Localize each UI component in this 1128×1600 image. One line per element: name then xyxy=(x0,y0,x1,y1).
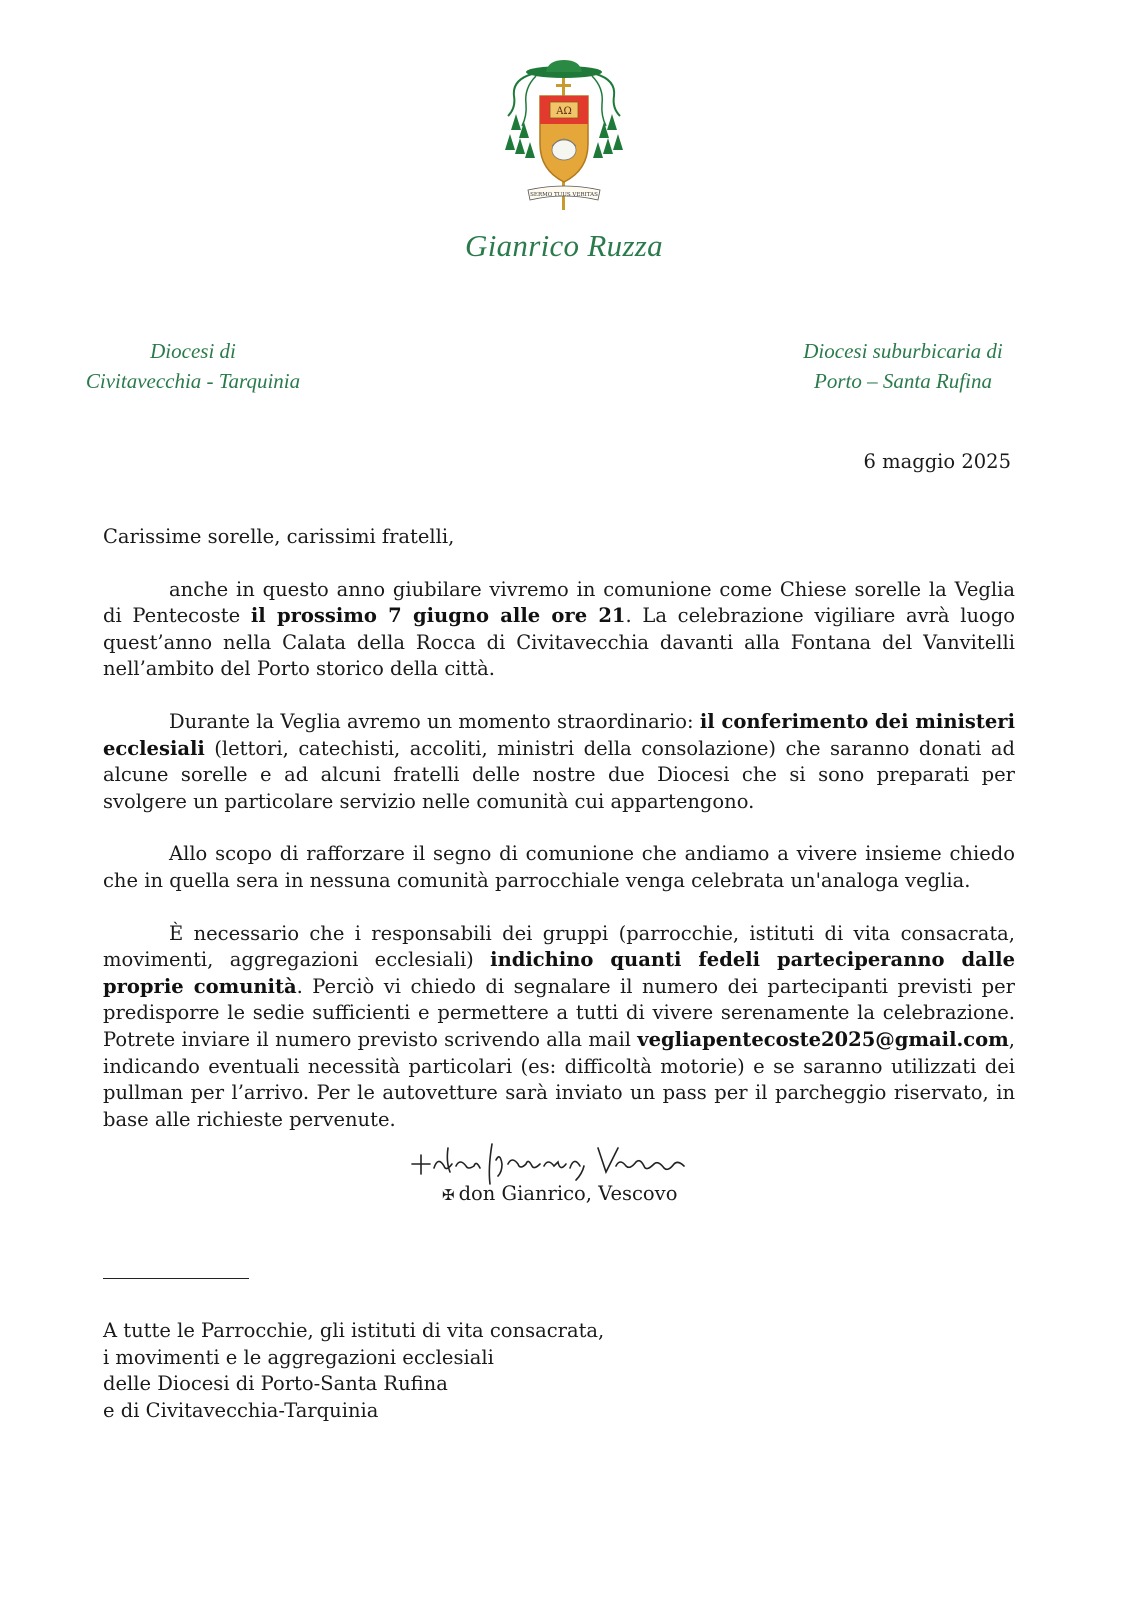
diocese-right xyxy=(798,336,1008,396)
paragraph-2-bold: il conferimento dei ministeri ecclesiali xyxy=(103,709,1015,760)
paragraph-1-text-c: . La celebrazione vigiliare avrà luogo quest’anno nella Calata della Rocca di Civitavecchia davanti alla Fontana del Vanvitelli nell’ambito del Porto storico della città. xyxy=(103,604,1015,681)
paragraph-4 xyxy=(103,921,1015,1134)
recipients-line-4: e di Civitavecchia-Tarquinia xyxy=(103,1398,379,1422)
diocese-left xyxy=(78,336,308,396)
letter-body xyxy=(103,524,1015,1159)
signed-name xyxy=(442,1182,677,1205)
salutation: Carissime sorelle, carissimi fratelli, xyxy=(103,525,455,548)
letter-date: 6 maggio 2025 xyxy=(863,450,1011,473)
cross-icon: ✠ xyxy=(442,1186,455,1204)
paragraph-4-text-a: È necessario che i responsabili dei gruppi (parrocchie, istituti di vita consacrata, movimenti, aggregazioni ecclesiali) xyxy=(103,921,1015,972)
crest-motto: SERMO TUUS VERITAS xyxy=(530,192,598,198)
episcopal-coat-of-arms xyxy=(502,58,626,218)
paragraph-1 xyxy=(103,577,1015,683)
paragraph-2-text-a: Durante la Veglia avremo un momento straordinario: xyxy=(169,709,700,733)
bishop-name: Gianrico Ruzza xyxy=(465,228,663,263)
diocese-right-line1: Diocesi suburbicaria di xyxy=(803,339,1003,363)
email-address: vegliapentecoste2025@gmail.com xyxy=(637,1027,1009,1051)
paragraph-2-text-c: (lettori, catechisti, accoliti, ministri della consolazione) che saranno donati ad alcune sorelle e ad alcuni fratelli delle nostre due Diocesi che si sono preparati per svolgere un particolare servizio nelle comunità cui appartengono. xyxy=(103,736,1015,813)
signed-name-text: don Gianrico, Vescovo xyxy=(458,1182,678,1205)
handwritten-signature xyxy=(408,1138,708,1186)
paragraph-1-text-a: anche in questo anno giubilare vivremo in comunione come Chiese sorelle la Veglia di Pentecoste xyxy=(103,577,1015,628)
paragraph-2 xyxy=(103,709,1015,815)
recipients-line-2: i movimenti e le aggregazioni ecclesiali xyxy=(103,1345,494,1369)
recipients-line-1: A tutte le Parrocchie, gli istituti di vita consacrata, xyxy=(103,1319,605,1342)
paragraph-4-text-c: . Perciò vi chiedo di segnalare il numero dei partecipanti previsti per predisporre le sedie sufficienti e permettere a tutti di vivere serenamente la celebrazione. Potrete inviare il numero previsto scrivendo alla mail xyxy=(103,974,1015,1051)
paragraph-1-bold: il prossimo 7 giugno alle ore 21 xyxy=(250,604,626,628)
diocese-left-line1: Diocesi di xyxy=(150,339,236,363)
paragraph-4-text-d: , indicando eventuali necessità particolari (es: difficoltà motorie) e se saranno utilizzati dei pullman per l’arrivo. Per le autovetture sarà inviato un pass per il parcheggio riservato, in base alle richieste pervenute. xyxy=(103,1027,1015,1131)
recipients-block xyxy=(103,1318,604,1424)
paragraph-4-bold: indichino quanti fedeli parteciperanno dalle proprie comunità xyxy=(103,948,1015,998)
diocese-left-line2: Civitavecchia - Tarquinia xyxy=(85,369,301,393)
diocese-right-line2: Porto – Santa Rufina xyxy=(814,369,992,393)
footnote-divider xyxy=(103,1278,249,1279)
paragraph-3: Allo scopo di rafforzare il segno di comunione che andiamo a vivere insieme chiedo che in quella sera in nessuna comunità parrocchiale venga celebrata un'analoga veglia. xyxy=(103,842,1015,892)
crest-letters: AΩ xyxy=(556,106,572,117)
recipients-line-3: delle Diocesi di Porto-Santa Rufina xyxy=(103,1372,448,1395)
